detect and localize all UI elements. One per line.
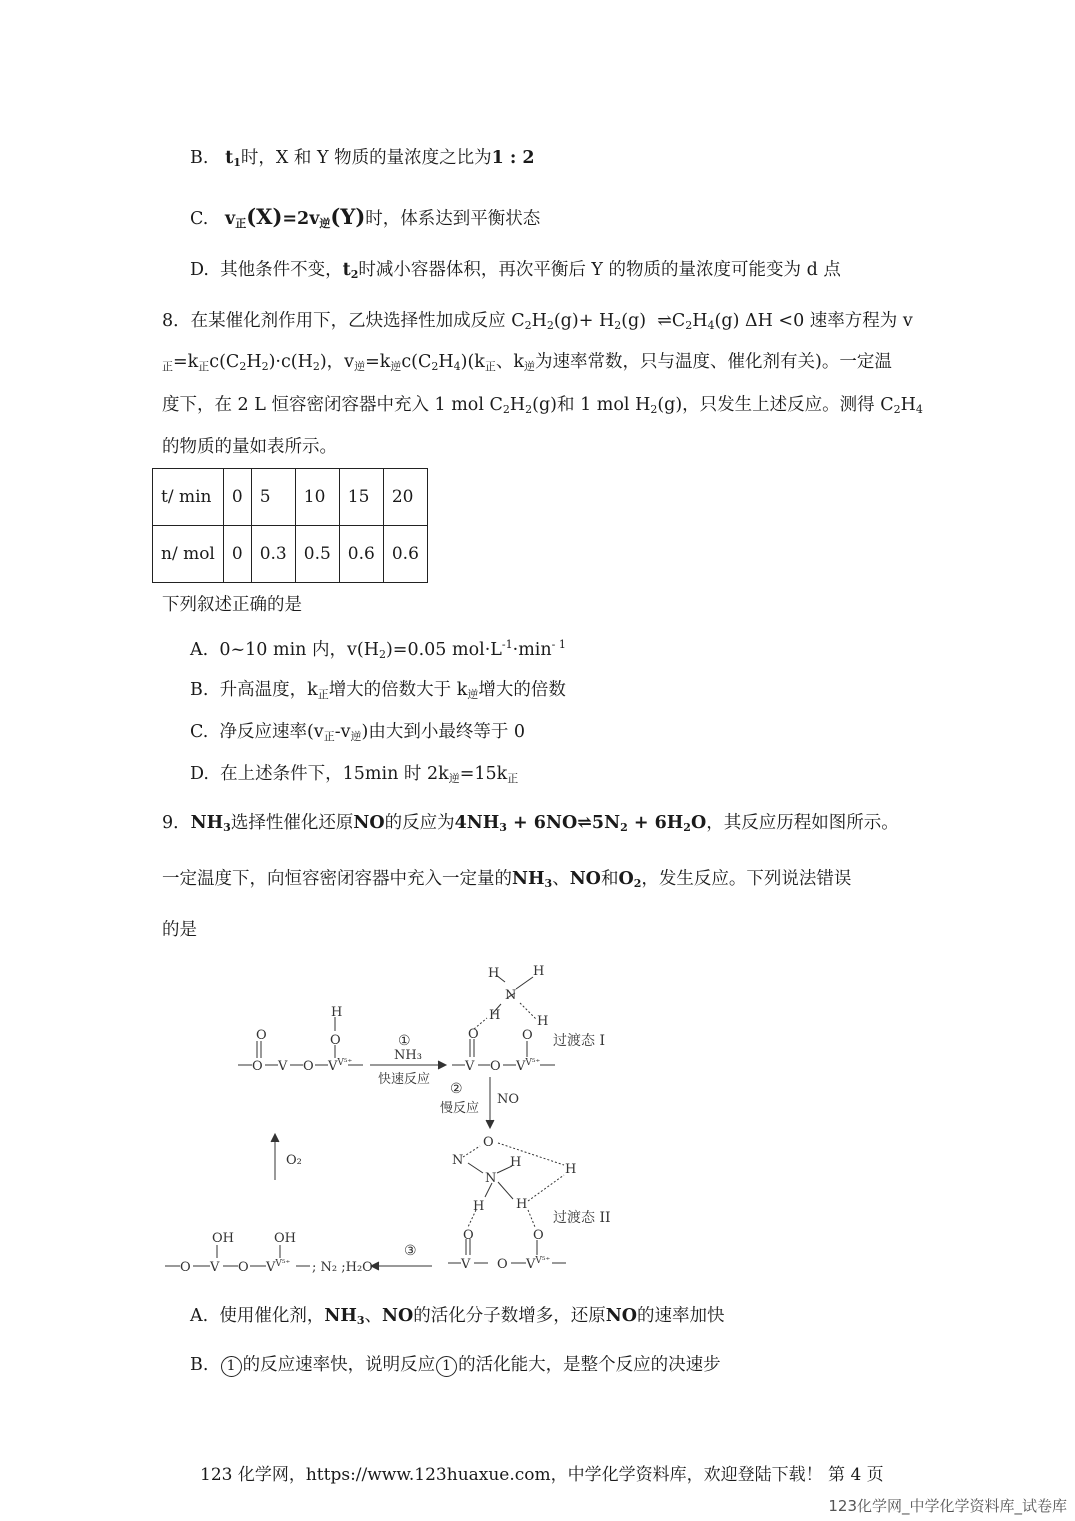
q8-option-d: D. 在上述条件下，15min 时 $2k_逆=15k_正$	[190, 764, 519, 785]
q8-stem-line3: 度下，在 2 L 恒容密闭容器中充入 1 mol $C_2H_2(g)$和 1 mol $H_2(g)$，只发生上述反应。测得 $C_2H_4$	[162, 395, 923, 416]
svg-text:③: ③	[404, 1243, 417, 1259]
q8-data-table	[152, 468, 428, 583]
q9-stem-line1: 9．$NH_3$选择性催化还原NO的反应为$4NH_3$ + $6NO\rightleftharpoons 5N_2 + 6H_2O$，其反应历程如图所示。	[162, 813, 899, 834]
svg-text:N: N	[452, 1153, 464, 1168]
table-cell: 20	[383, 469, 427, 526]
svg-text:O: O	[256, 1028, 267, 1043]
svg-text:O: O	[463, 1228, 474, 1243]
circled-number-1: 1	[221, 1356, 242, 1377]
table-cell: 0	[223, 469, 251, 526]
q8-question: 下列叙述正确的是	[162, 595, 302, 615]
q9-option-b: B. 1 的反应速率快，说明反应 1 的活化能大，是整个反应的决速步	[190, 1355, 721, 1375]
q8-stem-line2: $_正=k_正c(C_2H_2)\cdot c(H_2)$，$v_逆=k_逆c(C_2H_4)(k_正$、$k_逆$为速率常数，只与温度、催化剂有关)。一定温	[162, 352, 892, 373]
page-footer: 123 化学网，https://www.123huaxue.com，中学化学资料库，欢迎登陆下载！ 第 4 页	[200, 1465, 884, 1485]
svg-text:; N₂ ;H₂O: ; N₂ ;H₂O	[312, 1260, 373, 1275]
svg-text:O: O	[180, 1260, 191, 1275]
table-cell: 10	[295, 469, 339, 526]
svg-text:O₂: O₂	[286, 1153, 302, 1168]
svg-text:H: H	[565, 1162, 577, 1177]
q9-option-a: A. 使用催化剂，$NH_3$、NO的活化分子数增多，还原NO的速率加快	[190, 1306, 725, 1327]
svg-text:O: O	[497, 1257, 508, 1272]
table-row	[153, 469, 428, 526]
q7-option-b: B. $t_1$时，X 和 Y 物质的量浓度之比为1 : 2	[190, 148, 535, 169]
table-cell: t/ min	[153, 469, 224, 526]
svg-text:N: N	[505, 988, 517, 1003]
svg-text:过渡态 I: 过渡态 I	[553, 1033, 605, 1049]
svg-text:O: O	[533, 1228, 544, 1243]
svg-text:H: H	[510, 1155, 522, 1170]
q9-stem-line2: 一定温度下，向恒容密闭容器中充入一定量的$NH_3$、NO和$O_2$，发生反应。下列说法错误	[162, 869, 852, 890]
svg-text:快速反应: 快速反应	[378, 1072, 431, 1087]
svg-text:O: O	[330, 1033, 341, 1048]
svg-text:O: O	[468, 1027, 479, 1042]
svg-text:NH₃: NH₃	[394, 1048, 422, 1063]
circled-number-1: 1	[436, 1356, 457, 1377]
table-cell: 0.6	[339, 526, 383, 583]
equilibrium-arrow-icon: ⇌	[657, 311, 672, 331]
svg-text:V: V	[210, 1260, 220, 1275]
svg-text:H: H	[537, 1014, 549, 1029]
svg-text:过渡态 II: 过渡态 II	[553, 1210, 611, 1226]
svg-text:O: O	[490, 1059, 501, 1074]
svg-text:OH: OH	[212, 1231, 234, 1246]
svg-text:VV⁵⁺: $V^{V^{5+}}$	[266, 1259, 291, 1275]
q7-option-c: C. $v_正(X)=2v_逆(Y)$时，体系达到平衡状态	[190, 204, 541, 230]
equilibrium-arrow-icon: ⇌	[577, 813, 592, 833]
svg-text:VV⁵⁺: $V^{V^{5+}}$	[526, 1256, 551, 1272]
svg-text:H: H	[473, 1199, 485, 1214]
table-cell: 0.5	[295, 526, 339, 583]
table-cell: 0.3	[251, 526, 295, 583]
svg-text:H: H	[488, 966, 500, 981]
svg-text:H: H	[331, 1005, 343, 1020]
reaction-mechanism-diagram	[160, 955, 630, 1285]
q7-option-d: D. 其他条件不变，$t_2$时减小容器体积，再次平衡后 Y 的物质的量浓度可能变为 d 点	[190, 260, 841, 281]
svg-text:O: O	[303, 1059, 314, 1074]
table-row	[153, 526, 428, 583]
svg-text:V: V	[465, 1059, 475, 1074]
svg-text:OH: OH	[274, 1231, 296, 1246]
svg-text:O: O	[238, 1260, 249, 1275]
table-cell: 15	[339, 469, 383, 526]
watermark: 123化学网_中学化学资料库_试卷库	[828, 1497, 1067, 1515]
svg-text:H: H	[533, 964, 545, 979]
svg-text:O: O	[522, 1028, 533, 1043]
q8-option-a: A. 0~10 min 内，$v(H_2)=0.05$ $mol\cdot L^{-1}\cdot\min^{- 1}$	[190, 638, 566, 661]
svg-text:VV⁵⁺: $V^{V^{5+}}$	[516, 1058, 541, 1074]
q8-option-c: C. 净反应速率$(v_正-v_逆)$由大到小最终等于 0	[190, 722, 526, 743]
svg-text:O: O	[483, 1135, 494, 1150]
svg-text:①: ①	[398, 1033, 411, 1049]
svg-text:V: V	[461, 1257, 471, 1272]
q8-option-b: B. 升高温度，$k_正$增大的倍数大于 $k_逆$增大的倍数	[190, 680, 566, 701]
svg-text:②: ②	[450, 1081, 463, 1097]
svg-text:V: V	[278, 1059, 288, 1074]
svg-text:N: N	[485, 1171, 497, 1186]
svg-text:O: O	[252, 1059, 263, 1074]
table-cell: 0.6	[383, 526, 427, 583]
svg-text:NO: NO	[497, 1092, 520, 1107]
svg-text:H: H	[516, 1197, 528, 1212]
svg-text:VV⁵⁺: $V^{V^{5+}}$	[328, 1058, 353, 1074]
table-cell: 5	[251, 469, 295, 526]
svg-text:H: H	[489, 1008, 501, 1023]
q8-stem-line1: 8．在某催化剂作用下，乙炔选择性加成反应 $C_2H_2(g)+ H_2(g)$ $\rightleftharpoons C_2H_4(g)$ ΔH <0 速率方程为 v	[162, 311, 913, 332]
q8-stem-line4: 的物质的量如表所示。	[162, 437, 337, 457]
svg-text:慢反应: 慢反应	[440, 1101, 480, 1116]
table-cell: n/ mol	[153, 526, 224, 583]
q9-stem-line3: 的是	[162, 920, 197, 940]
table-cell: 0	[223, 526, 251, 583]
